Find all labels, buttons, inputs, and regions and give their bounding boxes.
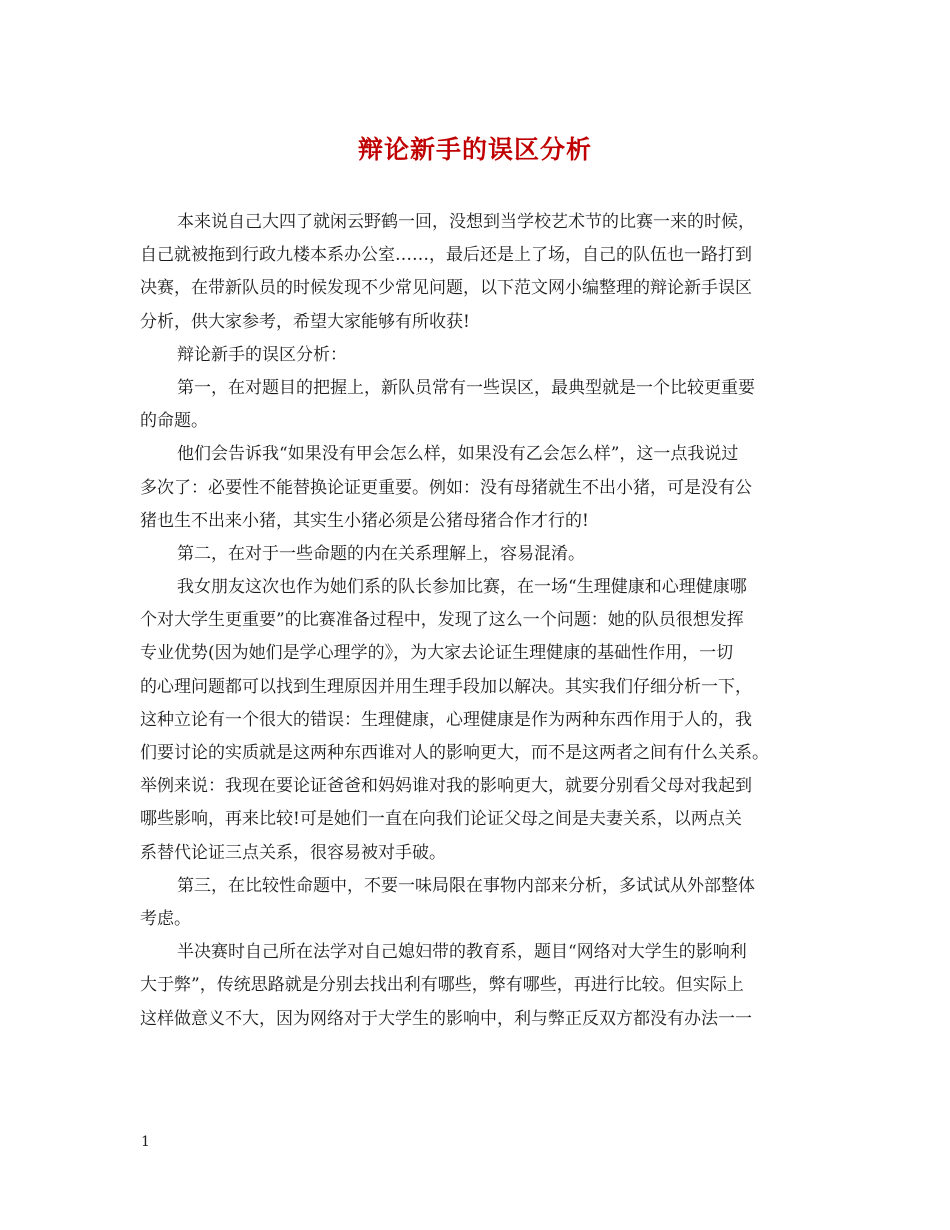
text-line: 考虑。 <box>140 908 191 929</box>
text-line: 猪也生不出来小猪，其实生小猪必须是公猪母猪合作才行的! <box>140 510 589 531</box>
text-line: 第二，在对于一些命题的内在关系理解上，容易混淆。 <box>177 543 585 564</box>
text-line: 分析，供大家参考，希望大家能够有所收获! <box>140 311 470 332</box>
text-line: 他们会告诉我“如果没有甲会怎么样，如果没有乙会怎么样”，这一点我说过 <box>177 444 739 465</box>
document-title: 辩论新手的误区分析 <box>357 135 592 164</box>
text-line: 个对大学生更重要”的比赛准备过程中，发现了这么一个问题：她的队员很想发挥 <box>140 610 744 631</box>
text-line: 半决赛时自己所在法学对自己媳妇带的教育系，题目“网络对大学生的影响利 <box>177 942 747 963</box>
document-body <box>140 206 820 1036</box>
page-number: 1 <box>141 1134 150 1150</box>
text-line: 第三，在比较性命题中，不要一味局限在事物内部来分析，多试试从外部整体 <box>177 875 755 896</box>
text-line: 系替代论证三点关系，很容易被对手破。 <box>140 842 446 863</box>
text-line: 辩论新手的误区分析： <box>177 344 347 365</box>
text-line: 大于弊”，传统思路就是分别去找出利有哪些，弊有哪些，再进行比较。但实际上 <box>140 975 744 996</box>
text-line: 我女朋友这次也作为她们系的队长参加比赛，在一场“生理健康和心理健康哪 <box>177 577 747 598</box>
text-line: 决赛，在带新队员的时候发现不少常见问题，以下范文网小编整理的辩论新手误区 <box>140 278 752 299</box>
text-line: 第一，在对题目的把握上，新队员常有一些误区，最典型就是一个比较更重要 <box>177 377 755 398</box>
text-line: 哪些影响，再来比较!可是她们一直在向我们论证父母之间是夫妻关系，以两点关 <box>140 809 742 830</box>
text-line: 这种立论有一个很大的错误：生理健康，心理健康是作为两种东西作用于人的，我 <box>140 709 752 730</box>
text-line: 专业优势(因为她们是学心理学的》，为大家去论证生理健康的基础性作用，一切 <box>140 643 734 664</box>
text-line: 本来说自己大四了就闲云野鹤一回，没想到当学校艺术节的比赛一来的时候， <box>177 212 755 232</box>
text-line: 多次了：必要性不能替换论证更重要。例如：没有母猪就生不出小猪，可是没有公 <box>140 477 752 498</box>
text-line: 这样做意义不大，因为网络对于大学生的影响中，利与弊正反双方都没有办法一一 <box>140 1008 752 1029</box>
text-line: 们要讨论的实质就是这两种东西谁对人的影响更大，而不是这两者之间有什么关系。 <box>140 743 769 763</box>
text-line: 的命题。 <box>140 411 208 432</box>
text-line: 的心理问题都可以找到生理原因并用生理手段加以解决。其实我们仔细分析一下， <box>140 676 752 697</box>
text-line: 自己就被拖到行政九楼本系办公室……，最后还是上了场，自己的队伍也一路打到 <box>140 245 752 266</box>
text-line: 举例来说：我现在要论证爸爸和妈妈谁对我的影响更大，就要分别看父母对我起到 <box>140 776 752 797</box>
